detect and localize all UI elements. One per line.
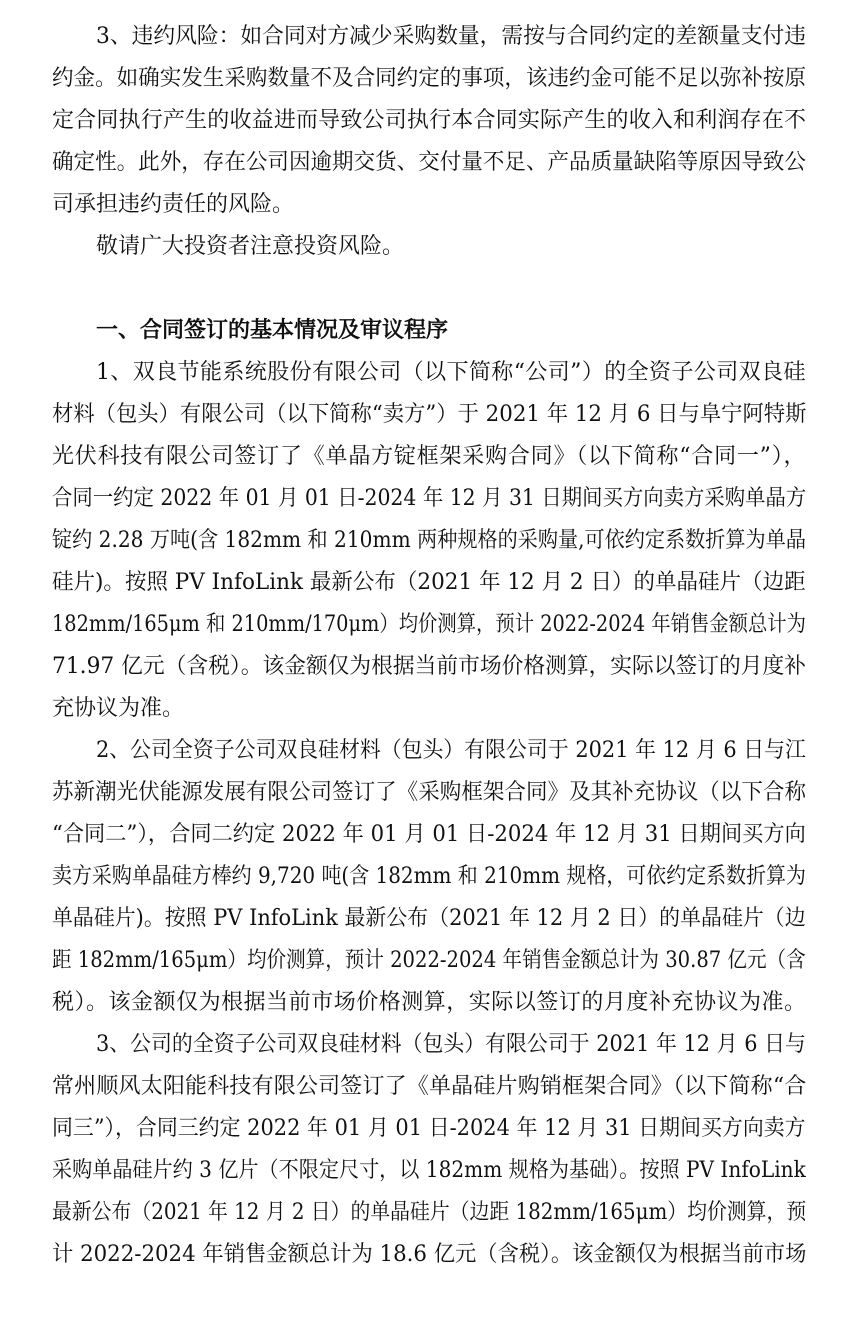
paragraph-line: 税）。该金额仅为根据当前市场价格测算，实际以签订的月度补充协议为准。	[52, 990, 807, 1015]
paragraph-line: “合同二”），合同二约定 2022 年 01 月 01 日-2024 年 12 月 31 日期间买方向	[52, 822, 806, 847]
paragraph-line: 锭约 2.28 万吨(含 182mm 和 210mm 两种规格的采购量,可依约定系数折算为单晶	[52, 528, 806, 553]
paragraph-line: 71.97 亿元（含税）。该金额仅为根据当前市场价格测算，实际以签订的月度补	[52, 654, 806, 679]
paragraph-line: 计 2022-2024 年销售金额总计为 18.6 亿元（含税）。该金额仅为根据当前市场	[52, 1242, 807, 1267]
paragraph-line: 充协议为准。	[52, 696, 185, 721]
paragraph-line: 常州顺风太阳能科技有限公司签订了《单晶硅片购销框架合同》（以下简称“合	[52, 1074, 807, 1099]
section-heading: 一、合同签订的基本情况及审议程序	[96, 318, 449, 343]
paragraph-line: 最新公布（2021 年 12 月 2 日）的单晶硅片（边距 182mm/165μm）均价测算，预	[52, 1200, 807, 1225]
paragraph-line: 3、违约风险：如合同对方减少采购数量，需按与合同约定的差额量支付违	[96, 24, 806, 49]
paragraph-line: 同三”），合同三约定 2022 年 01 月 01 日-2024 年 12 月 31 日期间买方向卖方	[52, 1116, 806, 1141]
paragraph-line: 单晶硅片)。按照 PV InfoLink 最新公布（2021 年 12 月 2 日）的单晶硅片（边	[52, 906, 806, 931]
paragraph-line: 司承担违约责任的风险。	[52, 192, 295, 217]
paragraph-line: 光伏科技有限公司签订了《单晶方锭框架采购合同》（以下简称“合同一”），	[52, 444, 807, 469]
paragraph-line: 硅片)。按照 PV InfoLink 最新公布（2021 年 12 月 2 日）的单晶硅片（边距	[52, 570, 806, 595]
paragraph-line: 卖方采购单晶硅方棒约 9,720 吨(含 182mm 和 210mm 规格，可依约定系数折算为	[52, 864, 806, 889]
paragraph-line: 约金。如确实发生采购数量不及合同约定的事项，该违约金可能不足以弥补按原	[52, 66, 807, 91]
paragraph-line: 敬请广大投资者注意投资风险。	[96, 234, 405, 259]
paragraph-line: 3、公司的全资子公司双良硅材料（包头）有限公司于 2021 年 12 月 6 日与	[96, 1032, 806, 1057]
paragraph-line: 定合同执行产生的收益进而导致公司执行本合同实际产生的收入和利润存在不	[52, 108, 807, 133]
paragraph-line: 182mm/165μm 和 210mm/170μm）均价测算，预计 2022-2024 年销售金额总计为	[52, 612, 806, 637]
paragraph-line: 合同一约定 2022 年 01 月 01 日-2024 年 12 月 31 日期间买方向卖方采购单晶方	[52, 486, 807, 511]
paragraph-line: 距 182mm/165μm）均价测算，预计 2022-2024 年销售金额总计为 30.87 亿元（含	[52, 948, 806, 973]
paragraph-line: 采购单晶硅片约 3 亿片（不限定尺寸，以 182mm 规格为基础）。按照 PV InfoLink	[52, 1158, 806, 1183]
paragraph-line: 1、双良节能系统股份有限公司（以下简称“公司”）的全资子公司双良硅	[96, 360, 806, 385]
paragraph-line: 材料（包头）有限公司（以下简称“卖方”）于 2021 年 12 月 6 日与阜宁阿特斯	[52, 402, 807, 427]
paragraph-line: 确定性。此外，存在公司因逾期交货、交付量不足、产品质量缺陷等原因导致公	[52, 150, 807, 175]
paragraph-line: 苏新潮光伏能源发展有限公司签订了《采购框架合同》及其补充协议（以下合称	[52, 780, 807, 805]
paragraph-line: 2、公司全资子公司双良硅材料（包头）有限公司于 2021 年 12 月 6 日与江	[96, 738, 806, 763]
